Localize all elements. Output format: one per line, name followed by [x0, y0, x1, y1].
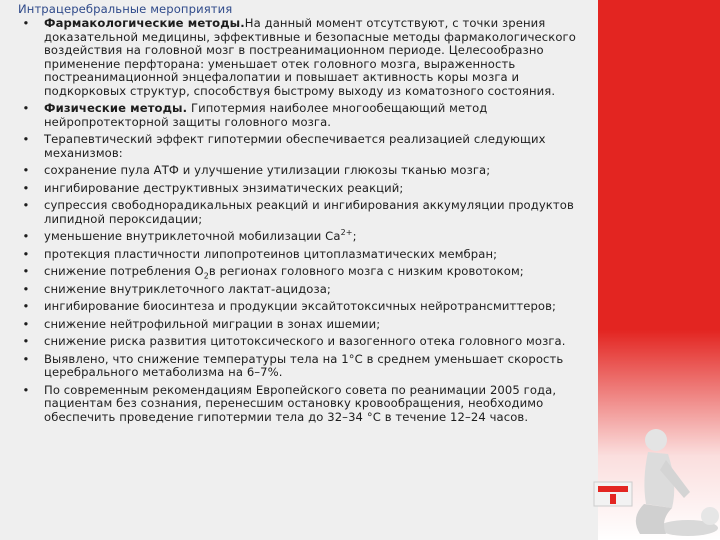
- item-text: Гипотермия наиболее многообещающий метод нейропротекторной защиты головного мозга.: [44, 101, 488, 129]
- item-text: ингибирование биосинтеза и продукции эксайтотоксичных нейротрансмиттеров;: [44, 299, 557, 313]
- list-item: [18, 265, 590, 279]
- item-text: супрессия свободнорадикальных реакций и ингибирования аккумуляции продуктов липидной пероксидации;: [44, 198, 574, 226]
- item-subscript: 2: [203, 271, 209, 281]
- item-text-after: ;: [352, 229, 357, 243]
- list-item: [18, 283, 590, 297]
- item-lead: Физические методы.: [44, 101, 188, 115]
- list-item: [18, 164, 590, 178]
- list-item: [18, 182, 590, 196]
- item-text: уменьшение внутриклеточной мобилизации Са: [44, 229, 341, 243]
- list-item: [18, 318, 590, 332]
- item-text: снижение внутриклеточного лактат-ацидоза;: [44, 281, 331, 296]
- bullet-marker: •: [22, 264, 30, 278]
- slide-content: [18, 2, 590, 428]
- lying-figure-head: [701, 507, 719, 525]
- bullet-marker: •: [22, 351, 30, 366]
- bullet-marker: •: [22, 16, 30, 30]
- bullet-marker: •: [22, 198, 30, 212]
- bullet-marker: •: [22, 316, 30, 331]
- item-text: сохранение пула АТФ и улучшение утилизации глюкозы тканью мозга;: [44, 163, 491, 177]
- rescuer-head: [645, 429, 667, 451]
- item-text: снижение риска развития цитотоксического и вазогенного отека головного мозга.: [44, 334, 566, 348]
- list-item: [18, 199, 590, 226]
- item-text: протекция пластичности липопротеинов цитоплазматических мембран;: [44, 246, 498, 261]
- bullet-marker: •: [22, 281, 30, 296]
- item-text: По современным рекомендациям Европейского совета по реанимации 2005 года, пациентам без сознания, перенесшим остановку кровообращения, необходимо обеспечить проведение гипотермии тела до 32–34 °С в течение 12–24 часов.: [44, 382, 557, 424]
- item-text: снижение потребления О: [44, 264, 204, 278]
- bullet-list: [18, 17, 590, 424]
- list-item: [18, 102, 590, 129]
- list-item: [18, 384, 590, 425]
- bullet-marker: •: [22, 382, 30, 397]
- item-text: снижение нейтрофильной миграции в зонах ишемии;: [44, 316, 381, 331]
- list-item: [18, 230, 590, 244]
- bullet-marker: •: [22, 101, 30, 115]
- bullet-marker: •: [22, 163, 30, 177]
- item-text-after: в регионах головного мозга с низким кровотоком;: [208, 264, 524, 278]
- list-item: [18, 17, 590, 98]
- item-superscript: 2+: [340, 228, 353, 238]
- item-text: Терапевтический эффект гипотермии обеспечивается реализацией следующих механизмов:: [44, 132, 546, 160]
- first-aid-cross: [610, 494, 616, 504]
- list-item: [18, 133, 590, 160]
- bullet-marker: •: [22, 334, 30, 348]
- list-item: [18, 248, 590, 262]
- bullet-marker: •: [22, 246, 30, 261]
- item-text: Выявлено, что снижение температуры тела на 1°С в среднем уменьшает скорость церебрального метаболизма на 6–7%.: [44, 351, 564, 379]
- first-aid-stripe: [598, 486, 628, 492]
- bullet-marker: •: [22, 229, 30, 243]
- slide-title: Интрацеребральные мероприятия: [18, 2, 233, 16]
- item-lead: Фармакологические методы.: [44, 16, 245, 30]
- list-item: [18, 335, 590, 349]
- bullet-marker: •: [22, 299, 30, 313]
- bullet-marker: •: [22, 132, 30, 146]
- item-text: ингибирование деструктивных энзиматических реакций;: [44, 180, 404, 195]
- list-item: [18, 353, 590, 380]
- bullet-marker: •: [22, 180, 30, 195]
- item-text: На данный момент отсутствуют, с точки зрения доказательной медицины, эффективные и безопасные методы фармакологического воздействия на головной мозг в постреанимационном периоде. Целесообразно применение перфторана: уменьшает отек головного мозга, выраженность постреанимационной энцефалопатии и повышает активность коры мозга и подкорковых структур, способствуя быстрому выходу из коматозного состояния.: [44, 16, 576, 98]
- list-item: [18, 300, 590, 314]
